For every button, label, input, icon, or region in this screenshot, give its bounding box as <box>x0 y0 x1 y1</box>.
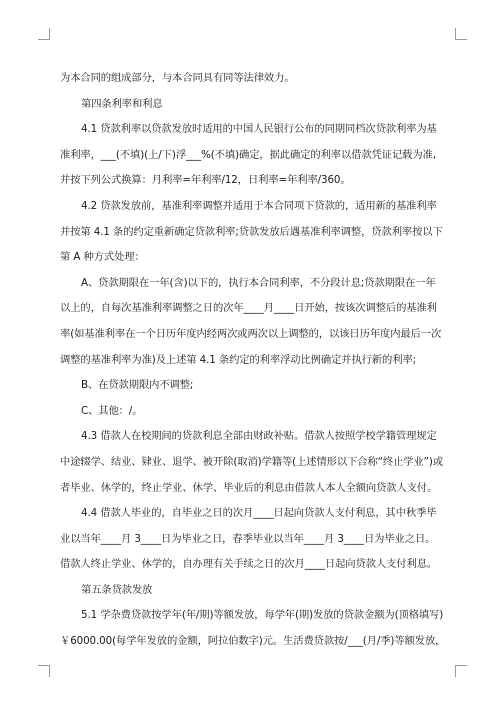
crop-mark-bottom-right <box>455 665 467 677</box>
crop-mark-top-right <box>455 28 467 40</box>
text-line: 以上的，自每次基准利率调整之日的次年____月____日开始，按该次调整后的基准利 <box>60 302 437 315</box>
text-line: 并按第 4.1 条的约定重新确定贷款利率;贷款发放后遇基准利率调整，贷款利率按以下 <box>60 225 443 238</box>
text-line: 业以当年____月 3____日为毕业之日，春季毕业以当年____月 3____日为毕业之日。 <box>60 532 436 545</box>
text-line: 者毕业、休学的，终止学业、休学、毕业后的利息由借款人本人全额向贷款人支付。 <box>60 481 438 494</box>
text-line: 率(如基准利率在一个日历年度内经两次或两次以上调整的，以该日历年度内最后一次 <box>60 327 442 340</box>
crop-mark-top-left <box>38 28 50 40</box>
crop-mark-bottom-left <box>38 665 50 677</box>
text-line: 4.1 贷款利率以贷款发放时适用的中国人民银行公布的同期同档次贷款利率为基 <box>81 123 437 136</box>
text-line: 借款人终止学业、休学的，自办理有关手续之日的次月____日起向贷款人支付利息。 <box>60 558 438 571</box>
text-line: 准利率，___(不填)(上/下)浮___%(不填)确定，据此确定的利率以借款凭证记载为准, <box>60 148 436 161</box>
text-line: 并按下列公式换算：月利率=年利率/12，日利率=年利率/360。 <box>60 174 351 187</box>
text-line: B、在贷款期限内不调整; <box>81 379 194 392</box>
text-line: 4.2 贷款发放前，基准利率调整并适用于本合同项下贷款的，适用新的基准利率 <box>81 199 437 212</box>
text-line: 4.3 借款人在校期间的贷款利息全部由财政补贴。借款人按照学校学籍管理规定 <box>81 430 437 443</box>
text-line: 5.1 学杂费贷款按学年(年/期)等额发放，每学年(期)发放的贷款金额为(顶格填写) <box>81 609 444 622</box>
text-line: 第 A 种方式处理： <box>60 251 145 264</box>
text-line: ￥6000.00(每学年发放的金额，阿拉伯数字)元。生活费贷款按/___(月/季)等额发放， <box>60 635 446 648</box>
text-line: A、贷款期限在一年(含)以下的，执行本合同利率，不分段计息;贷款期限在一年 <box>81 276 436 289</box>
document-body <box>60 66 446 655</box>
text-line: 第五条贷款发放 <box>81 583 153 596</box>
text-line: C、其他：/。 <box>81 404 143 417</box>
text-line: 中途辍学、结业、肄业、退学、被开除(取消)学籍等(上述情形以下合称“终止学业”)或 <box>60 455 444 468</box>
text-line: 4.4 借款人毕业的，自毕业之日的次月____日起向贷款人支付利息，其中秋季毕 <box>81 507 437 520</box>
text-line: 第四条利率和利息 <box>81 97 163 110</box>
text-line: 为本合同的组成部分，与本合同具有同等法律效力。 <box>60 72 295 84</box>
text-line: 调整的基准利率为准)及上述第 4.1 条约定的利率浮动比例确定并执行新的利率; <box>60 353 417 366</box>
